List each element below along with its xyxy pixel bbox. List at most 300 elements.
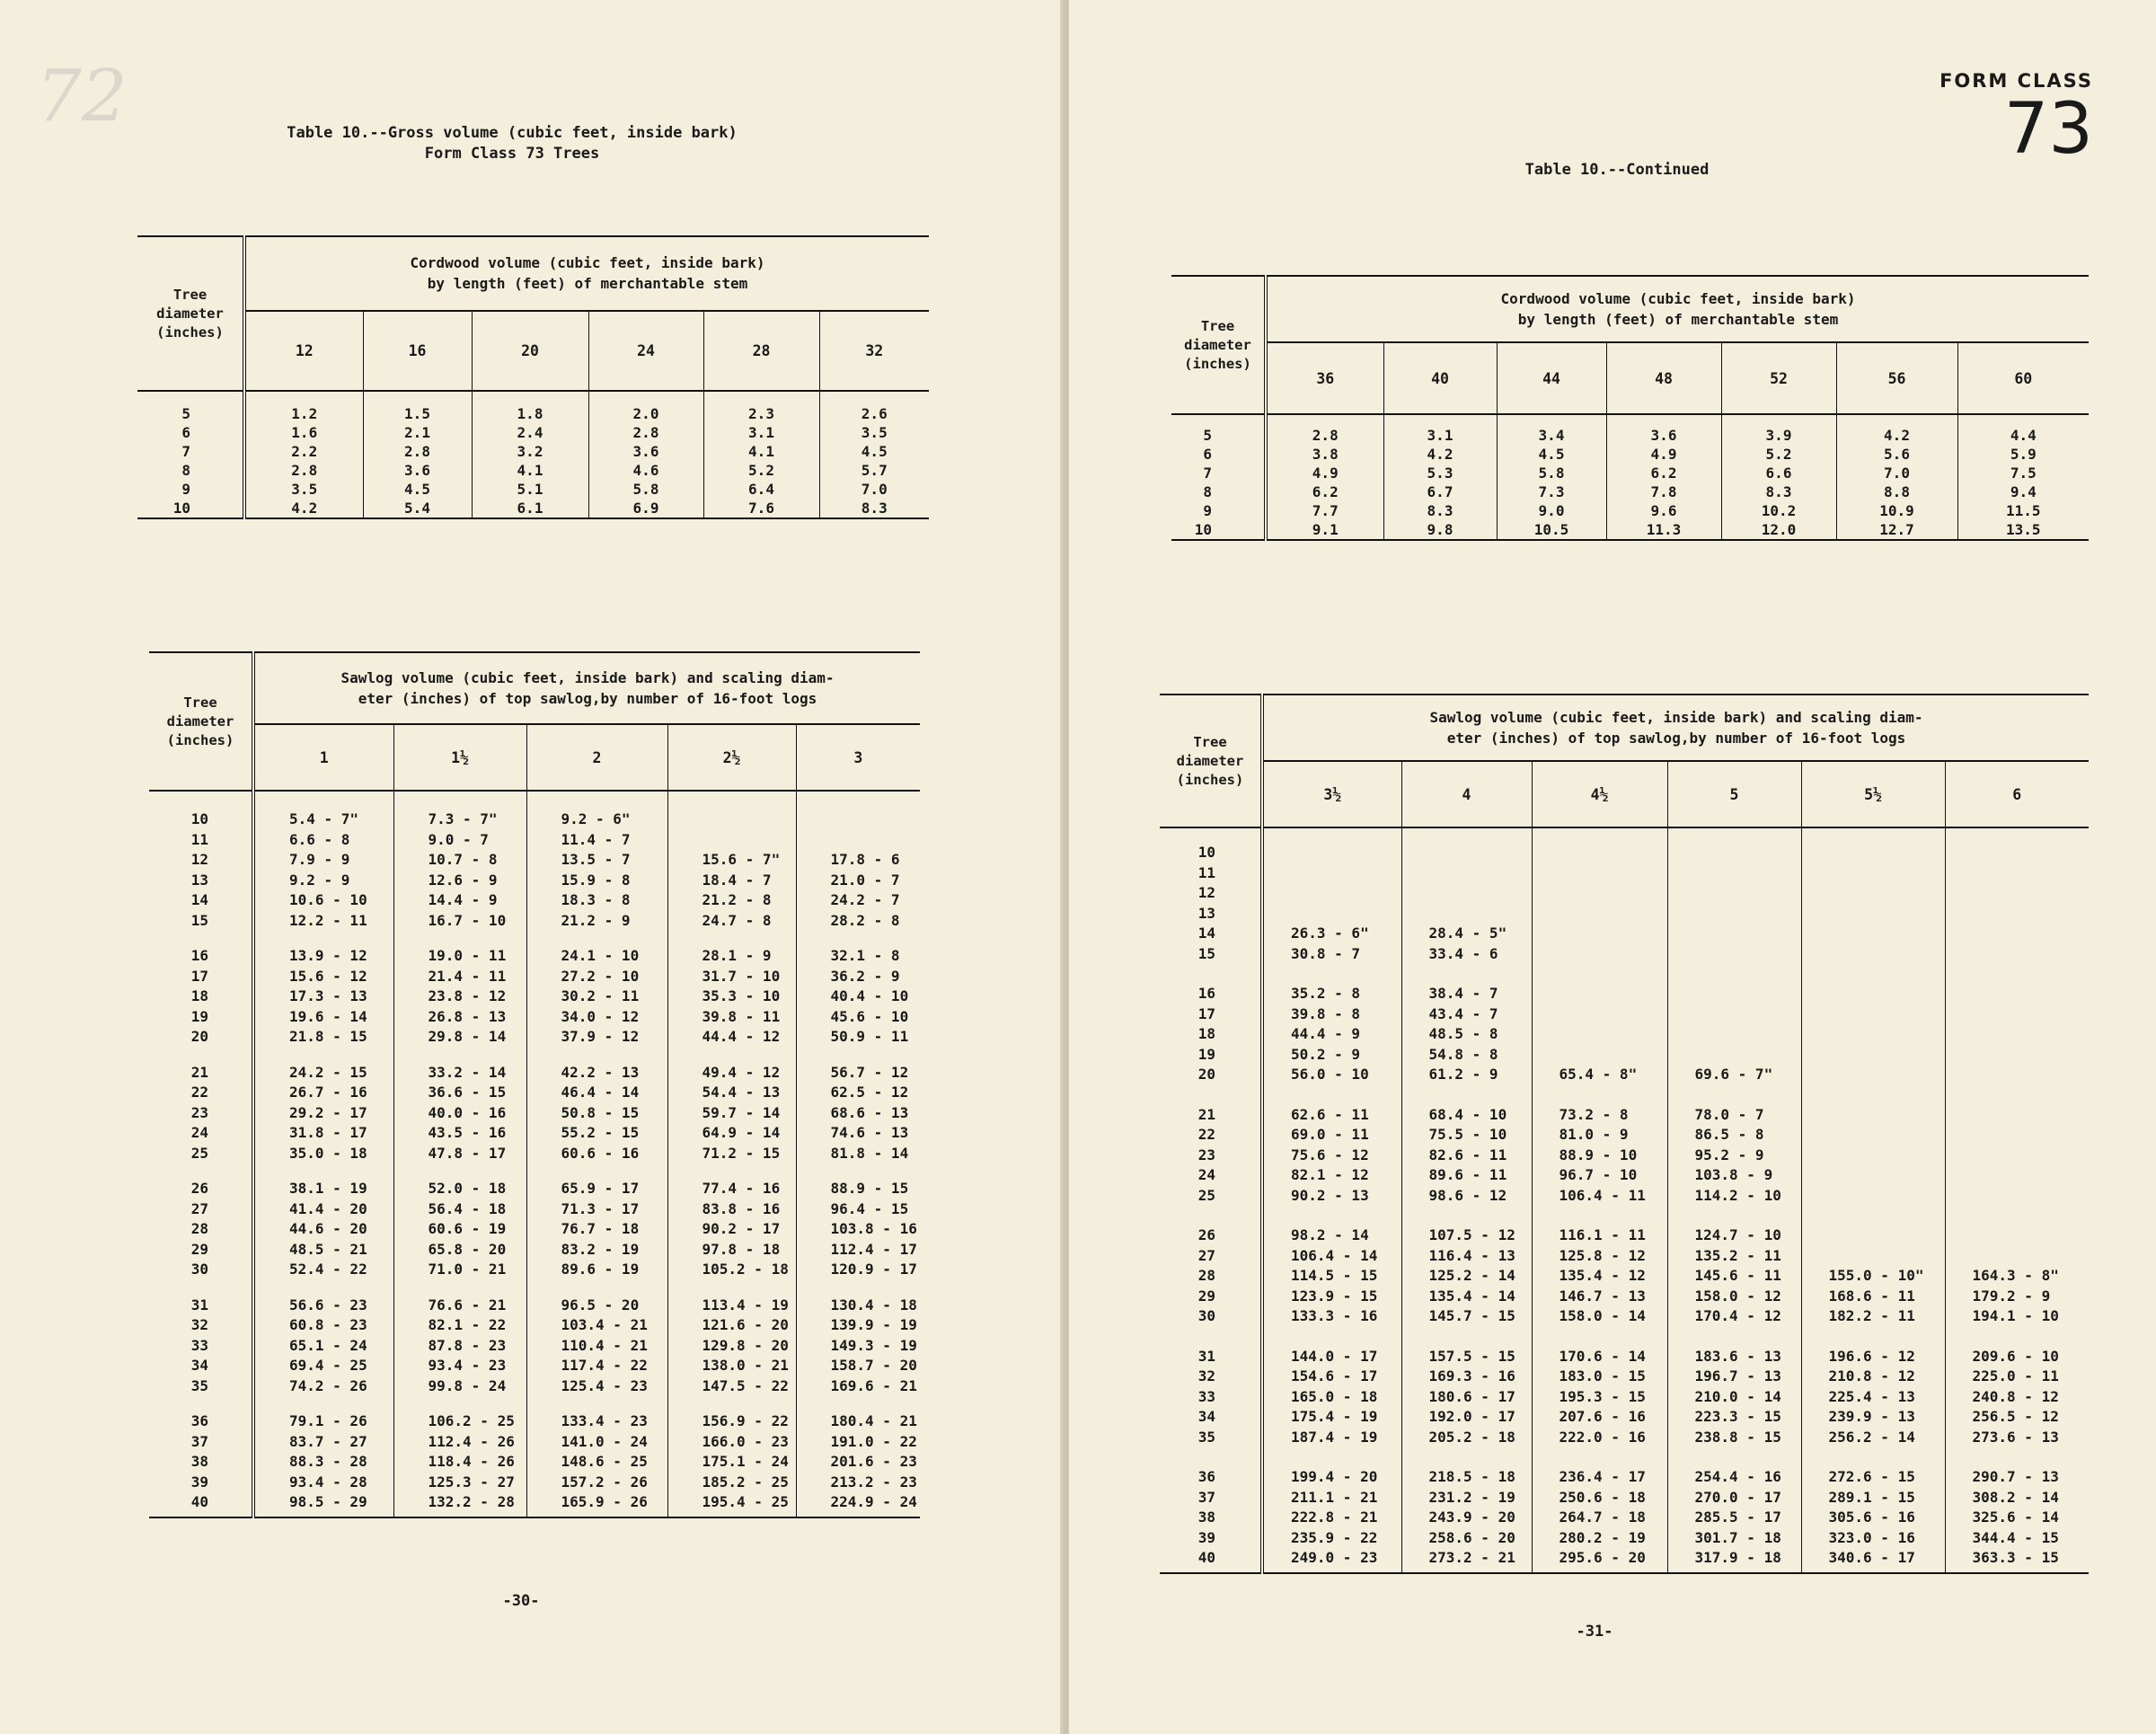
volume-value: 5.4	[404, 500, 430, 517]
column-header: 1½	[393, 724, 526, 791]
diameter-value: 5	[1203, 427, 1212, 444]
diameter-value: 33	[190, 1336, 208, 1354]
volume-value: 10.5	[1533, 521, 1569, 538]
right-page-number: -31-	[1576, 1623, 1613, 1641]
volume-value: 11.3	[1646, 521, 1682, 538]
sawlog-value: 37.9 - 12	[561, 1028, 640, 1045]
sawlog-value: 147.5 - 22	[702, 1376, 789, 1394]
sawlog-value: 75.6 - 12	[1291, 1146, 1369, 1163]
sawlog-value: 56.0 - 10	[1291, 1066, 1369, 1083]
diameter-value: 36	[190, 1412, 208, 1429]
span-header: Sawlog volume (cubic feet, inside bark) and scaling diam- eter (inches) of top sawlog,by number of 16-foot logs	[253, 652, 920, 724]
sawlog-value	[1560, 843, 1667, 863]
sawlog-value: 24.1 - 10	[561, 947, 640, 964]
sawlog-value: 89.6 - 19	[561, 1261, 640, 1278]
diameter-value: 8	[1203, 483, 1212, 500]
sawlog-value: 88.9 - 10	[1559, 1146, 1638, 1163]
sawlog-value: 103.8 - 9	[1694, 1166, 1773, 1183]
sawlog-value	[1829, 1125, 1945, 1146]
sawlog-value: 196.6 - 12	[1828, 1347, 1915, 1365]
sawlog-value: 24.2 - 7	[830, 891, 900, 908]
sawlog-value: 23.8 - 12	[428, 987, 507, 1004]
sawlog-value: 62.6 - 11	[1291, 1105, 1369, 1123]
diameter-value: 30	[1197, 1307, 1215, 1324]
sawlog-column	[253, 791, 393, 1517]
sawlog-value	[1973, 1186, 2090, 1207]
sawlog-value: 157.5 - 15	[1428, 1347, 1515, 1365]
volume-value: 10.2	[1761, 502, 1797, 519]
sawlog-value: 191.0 - 22	[830, 1432, 917, 1450]
diameter-value: 10	[1197, 844, 1215, 861]
sawlog-value: 141.0 - 24	[561, 1432, 648, 1450]
diameter-value: 13	[190, 871, 208, 889]
sawlog-value: 65.9 - 17	[561, 1180, 640, 1197]
sawlog-value: 78.0 - 7	[1694, 1105, 1764, 1123]
volume-value: 13.5	[2006, 521, 2041, 538]
diameter-value: 15	[190, 911, 208, 929]
sawlog-value: 175.1 - 24	[702, 1453, 789, 1470]
sawlog-value: 12.2 - 11	[289, 911, 367, 929]
sawlog-value: 125.2 - 14	[1428, 1267, 1515, 1284]
sawlog-value: 157.2 - 26	[561, 1473, 648, 1491]
volume-value: 3.9	[1765, 427, 1792, 444]
sawlog-value: 210.8 - 12	[1828, 1367, 1915, 1385]
volume-value: 3.6	[632, 443, 659, 460]
sawlog-value: 125.8 - 12	[1559, 1246, 1646, 1264]
volume-value: 7.5	[2010, 464, 2037, 482]
span-header: Cordwood volume (cubic feet, inside bark) by length (feet) of merchantable stem	[1266, 276, 2089, 342]
value-column	[1383, 414, 1497, 540]
diameter-value: 31	[190, 1296, 208, 1314]
sawlog-value	[831, 830, 921, 851]
sawlog-value	[1973, 1024, 2090, 1045]
diameter-value: 39	[1197, 1528, 1215, 1546]
sawlog-value: 41.4 - 20	[289, 1199, 367, 1217]
sawlog-value: 129.8 - 20	[702, 1336, 789, 1354]
value-column	[472, 391, 588, 518]
sawlog-value: 54.4 - 13	[702, 1084, 781, 1101]
sawlog-value: 107.5 - 12	[1428, 1226, 1515, 1243]
sawlog-value: 182.2 - 11	[1828, 1307, 1915, 1324]
volume-value: 7.8	[1650, 483, 1677, 500]
sawlog-value: 21.2 - 9	[561, 911, 631, 929]
sawlog-value	[1973, 883, 2090, 904]
sawlog-value: 32.1 - 8	[830, 947, 900, 964]
sawlog-value: 138.0 - 21	[702, 1357, 789, 1374]
sawlog-value	[1429, 863, 1532, 884]
sawlog-value: 26.3 - 6"	[1291, 925, 1369, 942]
sawlog-value	[1973, 1165, 2090, 1186]
sawlog-value: 135.4 - 12	[1559, 1267, 1646, 1284]
sawlog-value: 31.8 - 17	[289, 1124, 367, 1141]
sawlog-value	[1973, 1045, 2090, 1066]
sawlog-value: 36.2 - 9	[830, 967, 900, 985]
span-header: Cordwood volume (cubic feet, inside bark) by length (feet) of merchantable stem	[244, 236, 929, 311]
sawlog-value: 154.6 - 17	[1291, 1367, 1378, 1385]
sawlog-value: 21.2 - 8	[702, 891, 772, 908]
sawlog-value: 71.0 - 21	[428, 1261, 507, 1278]
sawlog-value: 71.2 - 15	[702, 1144, 781, 1162]
volume-value: 6.1	[517, 500, 543, 517]
sawlog-value: 40.4 - 10	[830, 987, 909, 1004]
sawlog-value	[1429, 904, 1532, 925]
sawlog-value: 93.4 - 23	[428, 1357, 507, 1374]
sawlog-value: 15.6 - 7"	[702, 851, 781, 868]
sawlog-value	[831, 809, 921, 830]
sawlog-column	[1262, 827, 1401, 1573]
sawlog-value: 273.6 - 13	[1972, 1428, 2059, 1446]
diameter-value: 5	[181, 405, 190, 422]
left-page-number: -30-	[502, 1592, 540, 1610]
sawlog-value: 33.2 - 14	[428, 1063, 507, 1081]
sawlog-value: 256.2 - 14	[1828, 1428, 1915, 1446]
sawlog-value	[1560, 883, 1667, 904]
sawlog-value: 179.2 - 9	[1972, 1287, 2051, 1305]
volume-value: 6.2	[1312, 483, 1339, 500]
value-column	[1957, 414, 2089, 540]
diameter-value: 6	[181, 424, 190, 441]
sawlog-value: 38.4 - 7	[1428, 985, 1498, 1002]
volume-value: 3.8	[1312, 446, 1339, 463]
sawlog-value: 56.6 - 23	[289, 1296, 367, 1314]
table-row	[1171, 414, 2089, 540]
diameter-value: 21	[1197, 1105, 1215, 1123]
diameter-value: 24	[190, 1124, 208, 1141]
form-class-label: FORM CLASS	[1940, 70, 2093, 92]
right-page	[1069, 0, 2156, 1734]
sawlog-value: 114.2 - 10	[1694, 1186, 1781, 1204]
sawlog-value	[1829, 1186, 1945, 1207]
diameter-value: 22	[190, 1084, 208, 1101]
diameter-value: 29	[190, 1240, 208, 1258]
sawlog-value: 90.2 - 17	[702, 1220, 781, 1237]
diameter-value: 39	[190, 1473, 208, 1491]
volume-value: 1.2	[291, 405, 318, 422]
sawlog-value	[1291, 883, 1401, 904]
sawlog-value: 96.5 - 20	[561, 1296, 640, 1314]
volume-value: 5.8	[632, 481, 659, 498]
diameter-value: 30	[190, 1261, 208, 1278]
sawlog-value: 168.6 - 11	[1828, 1287, 1915, 1305]
sawlog-value: 125.4 - 23	[561, 1376, 648, 1394]
volume-value: 2.6	[861, 405, 888, 422]
sawlog-value	[1829, 1024, 1945, 1045]
sawlog-value: 33.4 - 6	[1428, 944, 1498, 962]
volume-value: 6.9	[632, 500, 659, 517]
sawlog-value	[1695, 843, 1801, 863]
sawlog-value: 325.6 - 14	[1972, 1508, 2059, 1526]
sawlog-value: 116.4 - 13	[1428, 1246, 1515, 1264]
sawlog-value: 55.2 - 15	[561, 1124, 640, 1141]
volume-value: 5.7	[861, 462, 888, 479]
sawlog-column	[1667, 827, 1801, 1573]
sawlog-value: 99.8 - 24	[428, 1376, 507, 1394]
sawlog-value	[1829, 944, 1945, 965]
sawlog-value: 26.7 - 16	[289, 1084, 367, 1101]
sawlog-value: 28.1 - 9	[702, 947, 772, 964]
sawlog-value	[1973, 843, 2090, 863]
diameter-value: 34	[190, 1357, 208, 1374]
value-column	[819, 391, 929, 518]
left-sawlog-table	[149, 651, 920, 1518]
sawlog-value	[1973, 904, 2090, 925]
sawlog-value: 132.2 - 28	[428, 1493, 515, 1510]
sawlog-value: 28.2 - 8	[830, 911, 900, 929]
sawlog-value	[1560, 1045, 1667, 1066]
sawlog-value: 64.9 - 14	[702, 1124, 781, 1141]
volume-value: 4.1	[517, 462, 543, 479]
sawlog-value: 31.7 - 10	[702, 967, 781, 985]
sawlog-value: 81.0 - 9	[1559, 1126, 1629, 1143]
sawlog-value	[1695, 984, 1801, 1004]
volume-value: 9.6	[1650, 502, 1677, 519]
diameter-value: 38	[190, 1453, 208, 1470]
value-column	[1606, 414, 1721, 540]
sawlog-value: 87.8 - 23	[428, 1336, 507, 1354]
sawlog-value	[1973, 1065, 2090, 1085]
sawlog-value: 27.2 - 10	[561, 967, 640, 985]
sawlog-value	[1695, 904, 1801, 925]
stub-header: Tree diameter (inches)	[149, 652, 253, 791]
sawlog-value: 42.2 - 13	[561, 1063, 640, 1081]
column-header: 5	[1667, 761, 1801, 827]
sawlog-value	[1829, 843, 1945, 863]
volume-value: 1.6	[291, 424, 318, 441]
sawlog-value: 145.6 - 11	[1694, 1267, 1781, 1284]
diameter-value: 8	[181, 462, 190, 479]
sawlog-value	[1973, 1225, 2090, 1246]
volume-value: 9.8	[1427, 521, 1454, 538]
sawlog-value: 125.3 - 27	[428, 1473, 515, 1491]
sawlog-value: 165.0 - 18	[1291, 1387, 1378, 1405]
sawlog-value: 175.4 - 19	[1291, 1408, 1378, 1425]
sawlog-value: 11.4 - 7	[561, 830, 631, 848]
sawlog-value: 194.1 - 10	[1972, 1307, 2059, 1324]
sawlog-value: 50.8 - 15	[561, 1103, 640, 1121]
diameter-value: 22	[1197, 1126, 1215, 1143]
sawlog-value: 9.2 - 9	[289, 871, 350, 889]
sawlog-value: 39.8 - 8	[1291, 1004, 1361, 1022]
left-page	[0, 0, 1064, 1734]
volume-value: 1.5	[404, 405, 430, 422]
sawlog-value: 49.4 - 12	[702, 1063, 781, 1081]
diameter-value: 40	[1197, 1549, 1215, 1566]
sawlog-value: 62.5 - 12	[830, 1084, 909, 1101]
diameter-value: 12	[190, 851, 208, 868]
sawlog-value	[1973, 1246, 2090, 1267]
sawlog-value: 285.5 - 17	[1694, 1508, 1781, 1526]
volume-value: 4.9	[1650, 446, 1677, 463]
diameter-value: 9	[181, 481, 190, 498]
sawlog-value: 14.4 - 9	[428, 891, 498, 908]
sawlog-value: 225.0 - 11	[1972, 1367, 2059, 1385]
sawlog-value: 222.0 - 16	[1559, 1428, 1646, 1446]
sawlog-value: 56.4 - 18	[428, 1199, 507, 1217]
sawlog-value	[1973, 1125, 2090, 1146]
sawlog-value: 105.2 - 18	[702, 1261, 789, 1278]
sawlog-value: 60.8 - 23	[289, 1316, 367, 1333]
sawlog-value: 256.5 - 12	[1972, 1408, 2059, 1425]
diameter-value: 28	[1197, 1267, 1215, 1284]
diameter-value: 21	[190, 1063, 208, 1081]
right-table-title: Table 10.--Continued	[1524, 161, 1710, 179]
sawlog-value: 86.5 - 8	[1694, 1126, 1764, 1143]
sawlog-value: 290.7 - 13	[1972, 1468, 2059, 1485]
value-column	[1721, 414, 1836, 540]
value-column	[244, 391, 363, 518]
sawlog-value: 205.2 - 18	[1428, 1428, 1515, 1446]
sawlog-value: 75.5 - 10	[1428, 1126, 1507, 1143]
sawlog-value: 82.1 - 22	[428, 1316, 507, 1333]
sawlog-value: 9.2 - 6"	[561, 810, 631, 827]
sawlog-value: 112.4 - 17	[830, 1240, 917, 1258]
sawlog-value	[702, 830, 796, 851]
sawlog-value: 13.5 - 7	[561, 851, 631, 868]
sawlog-value: 48.5 - 21	[289, 1240, 367, 1258]
sawlog-value	[1829, 883, 1945, 904]
volume-value: 6.6	[1765, 464, 1792, 482]
column-header: 56	[1836, 342, 1957, 414]
sawlog-value: 124.7 - 10	[1694, 1226, 1781, 1243]
sawlog-value	[1829, 1065, 1945, 1085]
sawlog-value: 195.3 - 15	[1559, 1387, 1646, 1405]
volume-value: 7.7	[1312, 502, 1339, 519]
volume-value: 4.2	[291, 500, 318, 517]
volume-value: 7.0	[861, 481, 888, 498]
column-header: 6	[1945, 761, 2089, 827]
volume-value: 3.2	[517, 443, 543, 460]
sawlog-value: 130.4 - 18	[830, 1296, 917, 1314]
volume-value: 8.3	[861, 500, 888, 517]
volume-value: 4.5	[1538, 446, 1565, 463]
sawlog-value	[1291, 863, 1401, 884]
column-header: 4	[1401, 761, 1532, 827]
sawlog-value	[1560, 904, 1667, 925]
sawlog-value	[1829, 1004, 1945, 1025]
volume-value: 2.1	[404, 424, 430, 441]
sawlog-column	[1801, 827, 1945, 1573]
sawlog-value: 103.8 - 16	[830, 1220, 917, 1237]
sawlog-value: 76.6 - 21	[428, 1296, 507, 1314]
volume-value: 1.8	[517, 405, 543, 422]
sawlog-value: 231.2 - 19	[1428, 1488, 1515, 1506]
volume-value: 4.5	[404, 481, 430, 498]
sawlog-value: 15.9 - 8	[561, 871, 631, 889]
sawlog-value: 12.6 - 9	[428, 871, 498, 889]
volume-value: 8.3	[1427, 502, 1454, 519]
sawlog-value: 180.6 - 17	[1428, 1387, 1515, 1405]
sawlog-value: 114.5 - 15	[1291, 1267, 1378, 1284]
sawlog-value: 96.7 - 10	[1559, 1166, 1638, 1183]
sawlog-value: 77.4 - 16	[702, 1180, 781, 1197]
column-header: 2	[526, 724, 667, 791]
sawlog-value: 211.1 - 21	[1291, 1488, 1378, 1506]
sawlog-value: 106.2 - 25	[428, 1412, 515, 1429]
sawlog-value: 222.8 - 21	[1291, 1508, 1378, 1526]
sawlog-column	[526, 791, 667, 1517]
column-header: 2½	[667, 724, 796, 791]
sawlog-value: 35.0 - 18	[289, 1144, 367, 1162]
sawlog-value	[1695, 944, 1801, 965]
sawlog-value: 17.3 - 13	[289, 987, 367, 1004]
column-header: 5½	[1801, 761, 1945, 827]
sawlog-value: 158.0 - 12	[1694, 1287, 1781, 1305]
sawlog-value: 74.6 - 13	[830, 1124, 909, 1141]
sawlog-value: 301.7 - 18	[1694, 1528, 1781, 1546]
sawlog-value: 243.9 - 20	[1428, 1508, 1515, 1526]
diameter-value: 32	[1197, 1367, 1215, 1385]
volume-value: 5.2	[1765, 446, 1792, 463]
sawlog-value: 238.8 - 15	[1694, 1428, 1781, 1446]
volume-value: 6.7	[1427, 483, 1454, 500]
sawlog-value: 40.0 - 16	[428, 1103, 507, 1121]
volume-value: 2.8	[1312, 427, 1339, 444]
sawlog-value: 273.2 - 21	[1428, 1549, 1515, 1566]
volume-value: 4.2	[1427, 446, 1454, 463]
sawlog-value	[1973, 863, 2090, 884]
sawlog-value: 39.8 - 11	[702, 1007, 781, 1025]
column-header: 20	[472, 311, 588, 391]
sawlog-value: 199.4 - 20	[1291, 1468, 1378, 1485]
sawlog-value	[1829, 1146, 1945, 1166]
diameter-value: 9	[1203, 502, 1212, 519]
sawlog-value	[1695, 1004, 1801, 1025]
sawlog-value: 250.6 - 18	[1559, 1488, 1646, 1506]
left-cordwood-table	[137, 235, 929, 519]
sawlog-value: 29.2 - 17	[289, 1103, 367, 1121]
sawlog-column	[1532, 827, 1667, 1573]
diameter-value: 33	[1197, 1387, 1215, 1405]
sawlog-value	[1829, 1246, 1945, 1267]
volume-value: 2.8	[291, 462, 318, 479]
sawlog-value: 30.2 - 11	[561, 987, 640, 1004]
sawlog-value: 83.2 - 19	[561, 1240, 640, 1258]
sawlog-value: 21.0 - 7	[830, 871, 900, 889]
diameter-value: 23	[190, 1103, 208, 1121]
sawlog-value: 69.6 - 7"	[1694, 1066, 1773, 1083]
sawlog-value: 180.4 - 21	[830, 1412, 917, 1429]
column-header: 32	[819, 311, 929, 391]
column-header: 4½	[1532, 761, 1667, 827]
sawlog-value: 148.6 - 25	[561, 1453, 648, 1470]
sawlog-value: 295.6 - 20	[1559, 1549, 1646, 1566]
sawlog-value	[1973, 1004, 2090, 1025]
volume-value: 10.9	[1879, 502, 1914, 519]
sawlog-value: 7.9 - 9	[289, 851, 350, 868]
sawlog-value: 68.4 - 10	[1428, 1105, 1507, 1123]
sawlog-value	[1973, 924, 2090, 944]
volume-value: 5.2	[748, 462, 774, 479]
sawlog-value: 240.8 - 12	[1972, 1387, 2059, 1405]
sawlog-column	[393, 791, 526, 1517]
volume-value: 5.8	[1538, 464, 1565, 482]
volume-value: 7.3	[1538, 483, 1565, 500]
diameter-value: 27	[1197, 1246, 1215, 1264]
diameter-value: 18	[1197, 1025, 1215, 1042]
volume-value: 4.1	[748, 443, 774, 460]
sawlog-value: 38.1 - 19	[289, 1180, 367, 1197]
sawlog-value: 35.3 - 10	[702, 987, 781, 1004]
sawlog-value: 30.8 - 7	[1291, 944, 1361, 962]
sawlog-value: 96.4 - 15	[830, 1199, 909, 1217]
volume-value: 2.3	[748, 405, 774, 422]
value-column	[1497, 414, 1606, 540]
diameter-value: 38	[1197, 1508, 1215, 1526]
diameter-value: 14	[1197, 925, 1215, 942]
sawlog-value: 98.6 - 12	[1428, 1186, 1507, 1204]
sawlog-value	[1695, 883, 1801, 904]
sawlog-value	[1829, 1225, 1945, 1246]
